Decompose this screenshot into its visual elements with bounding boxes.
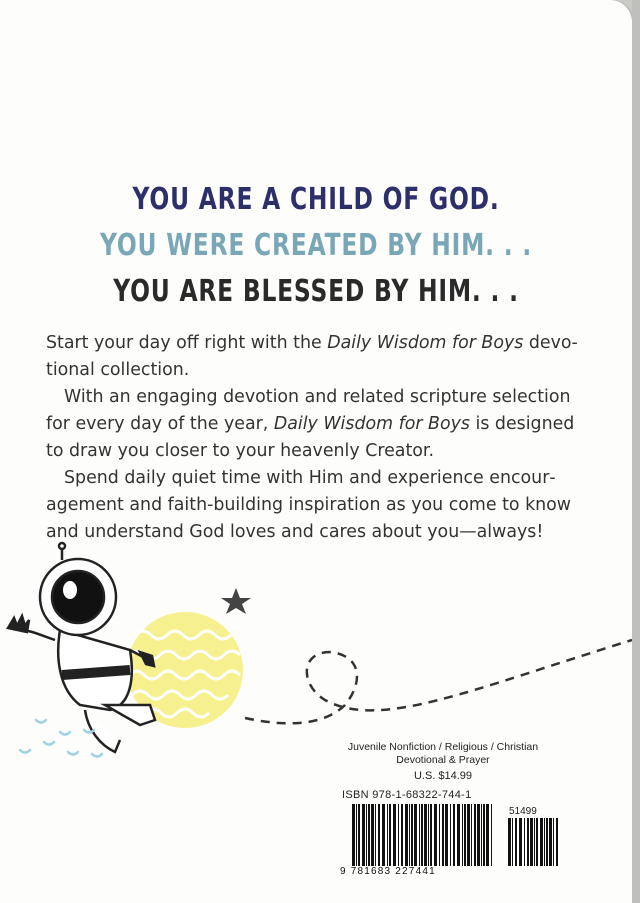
barcode-bar [471, 804, 472, 866]
headline-child-of-god: YOU ARE A CHILD OF GOD. [132, 182, 500, 217]
barcode-bar [387, 804, 388, 866]
headline-created-by-him: YOU WERE CREATED BY HIM. . . [99, 228, 533, 263]
barcode-bar [481, 804, 482, 866]
price-label: U.S. $14.99 [413, 770, 473, 782]
barcode-bar [519, 818, 522, 866]
barcode-bar [371, 804, 374, 866]
barcode-bar [457, 804, 460, 866]
barcode-bar [414, 804, 417, 866]
barcode-bar [358, 804, 360, 866]
barcode-bar [508, 818, 511, 866]
barcode-bar [546, 818, 548, 866]
barcode-bar [512, 818, 513, 866]
barcode-bar [445, 804, 448, 866]
price-addon-barcode [508, 818, 560, 866]
barcode-bar [405, 804, 408, 866]
barcode-digits: 9 781683 227441 [340, 866, 436, 877]
barcode-bar [553, 818, 554, 866]
barcode-bar [474, 804, 476, 866]
barcode-bar [549, 818, 552, 866]
barcode-bar [382, 804, 385, 866]
barcode-bar [491, 804, 492, 866]
description-paragraph-3: Spend daily quiet time with Him and experience encouragement and faith-building inspiration as you come to know and understand God loves and cares about you—always! [46, 468, 572, 542]
barcode-bar [389, 804, 391, 866]
barcode-bar [428, 804, 429, 866]
barcode-bar [411, 804, 413, 866]
p2-book-title: Daily Wisdom for Boys [273, 414, 470, 434]
barcode-bar [368, 804, 370, 866]
barcode-bar [375, 804, 376, 866]
p1-text: Start your day off right with the [46, 333, 328, 353]
barcode-bar [477, 804, 480, 866]
barcode-bar [434, 804, 437, 866]
barcode-bar [366, 804, 367, 866]
barcode-bar [462, 804, 463, 866]
isbn-barcode [352, 804, 494, 866]
barcode-bar [356, 804, 357, 866]
barcode-bar [424, 804, 427, 866]
barcode-bar [450, 804, 451, 866]
p1-text-end: devotional collection. [46, 333, 578, 380]
barcode-bar [536, 818, 538, 866]
star-icon [221, 588, 251, 614]
p2-text-end: is designed to draw you closer to your heavenly Creator. [46, 414, 575, 461]
barcode-bar [398, 804, 399, 866]
barcode-bar [352, 804, 355, 866]
barcode-bar [419, 804, 420, 866]
barcode-bar [393, 804, 396, 866]
barcode-bar [453, 804, 455, 866]
isbn-label: ISBN 978-1-68322-744-1 [342, 789, 472, 801]
category-label: Juvenile Nonfiction / Religious / Christian Devotional & Prayer [347, 741, 539, 766]
barcode-bar [467, 804, 470, 866]
barcode-bar [486, 804, 489, 866]
description-text [46, 330, 586, 546]
barcode-bar [362, 804, 365, 866]
barcode-bar [430, 804, 432, 866]
addon-code-label: 51499 [509, 806, 537, 817]
barcode-bar [527, 818, 529, 866]
flight-path-line [245, 640, 632, 723]
barcode-bar [439, 804, 440, 866]
barcode-bar [378, 804, 380, 866]
barcode-bar [515, 818, 517, 866]
description-paragraph-2 [46, 384, 586, 465]
p1-book-title: Daily Wisdom for Boys [327, 333, 524, 353]
barcode-bar [409, 804, 410, 866]
barcode-bar [530, 818, 533, 866]
barcode-bar [401, 804, 403, 866]
barcode-bar [464, 804, 466, 866]
description-paragraph-1 [46, 330, 586, 384]
barcode-bar [483, 804, 485, 866]
book-edge [632, 0, 640, 903]
barcode-bar [421, 804, 423, 866]
barcode-bar [442, 804, 444, 866]
headline-blessed-by-him: YOU ARE BLESSED BY HIM. . . [113, 274, 519, 309]
barcode-bar [524, 818, 525, 866]
barcode-bar [534, 818, 535, 866]
p2-text: With an engaging devotion and related scripture selection for every day of the year, [46, 387, 571, 434]
barcode-bar [540, 818, 543, 866]
astronaut-illustration [0, 540, 632, 760]
barcode-bar [544, 818, 545, 866]
barcode-bar [556, 818, 558, 866]
